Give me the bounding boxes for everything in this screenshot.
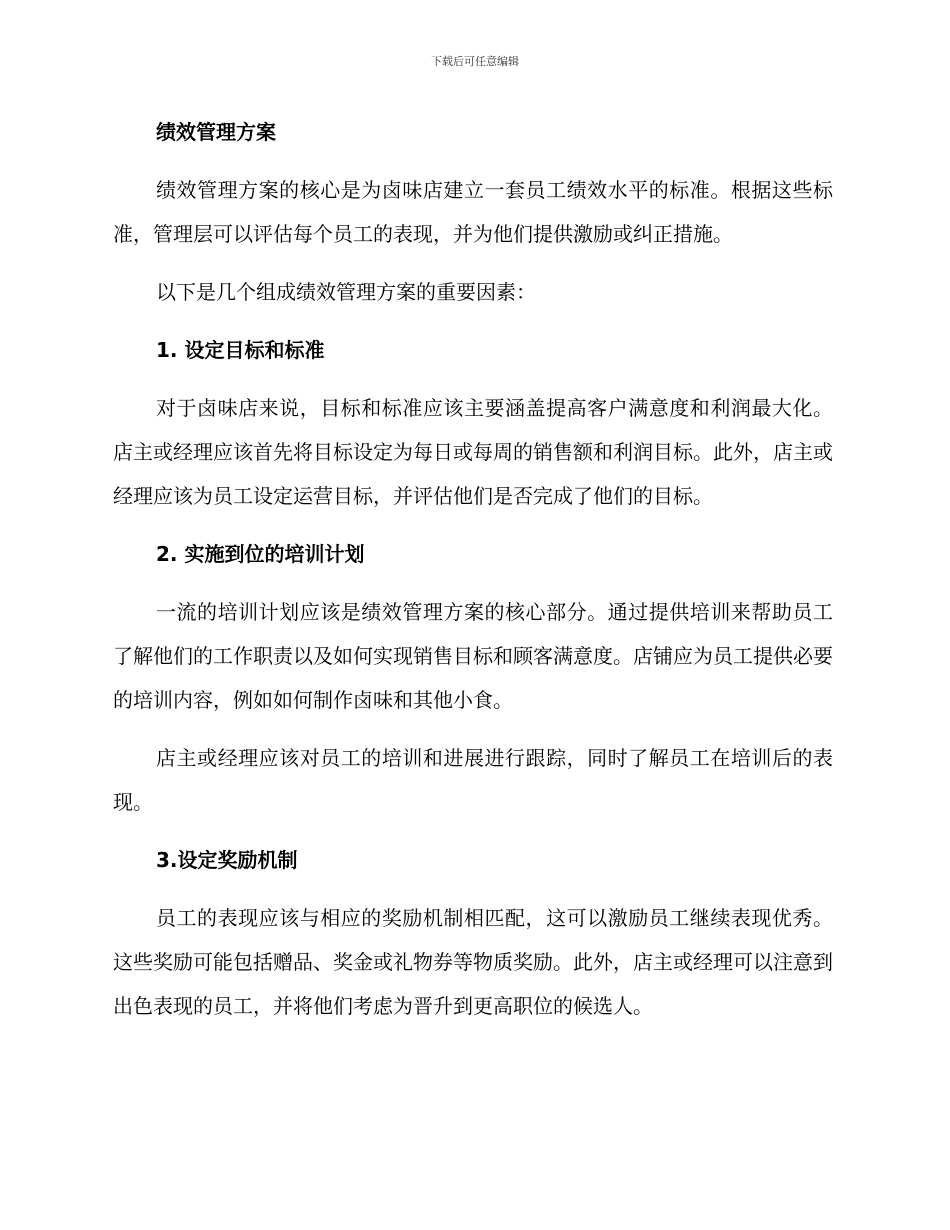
document-body bbox=[113, 110, 833, 1042]
training-tracking-paragraph: 店主或经理应该对员工的培训和进展进行跟踪，同时了解员工在培训后的表现。 bbox=[113, 746, 833, 814]
factors-intro-paragraph: 以下是几个组成绩效管理方案的重要因素： bbox=[156, 280, 536, 304]
goals-paragraph: 对于卤味店来说，目标和标准应该主要涵盖提高客户满意度和利润最大化。店主或经理应该首先将目标设定为每日或每周的销售额和利润目标。此外，店主或经理应该为员工设定运营目标，并评估他们是否完成了他们的目标。 bbox=[113, 396, 833, 508]
section-heading-goals: 1. 设定目标和标准 bbox=[156, 338, 325, 362]
intro-paragraph: 绩效管理方案的核心是为卤味店建立一套员工绩效水平的标准。根据这些标准，管理层可以评估每个员工的表现，并为他们提供激励或纠正措施。 bbox=[113, 178, 833, 246]
document-title: 绩效管理方案 bbox=[156, 120, 276, 144]
section-heading-training: 2. 实施到位的培训计划 bbox=[156, 542, 365, 566]
page-header: 下载后可任意编辑 bbox=[431, 55, 519, 68]
rewards-paragraph: 员工的表现应该与相应的奖励机制相匹配，这可以激励员工继续表现优秀。这些奖励可能包括赠品、奖金或礼物券等物质奖励。此外，店主或经理可以注意到出色表现的员工，并将他们考虑为晋升到更高职位的候选人。 bbox=[113, 906, 833, 1018]
training-paragraph: 一流的培训计划应该是绩效管理方案的核心部分。通过提供培训来帮助员工了解他们的工作职责以及如何实现销售目标和顾客满意度。店铺应为员工提供必要的培训内容，例如如何制作卤味和其他小食。 bbox=[113, 600, 833, 712]
section-heading-rewards: 3.设定奖励机制 bbox=[156, 848, 298, 872]
